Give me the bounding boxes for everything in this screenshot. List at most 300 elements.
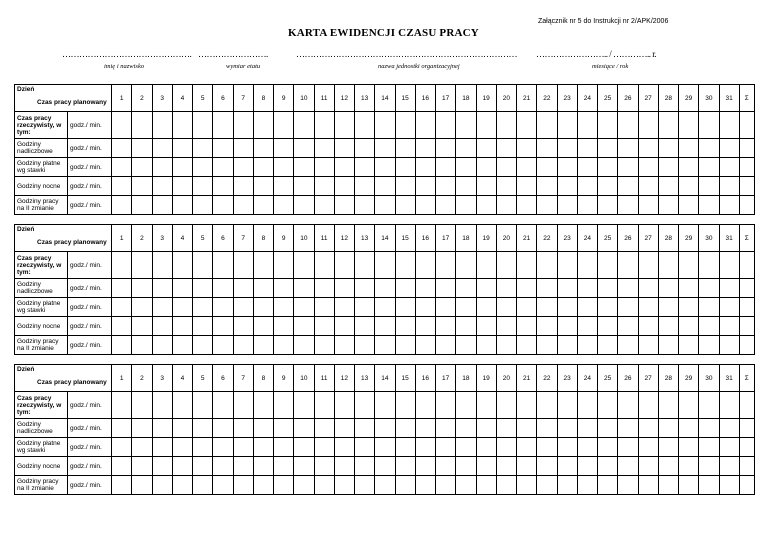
day-cell[interactable]: [577, 298, 597, 317]
day-cell[interactable]: [476, 392, 496, 419]
day-cell[interactable]: [557, 279, 577, 298]
day-cell[interactable]: [658, 298, 678, 317]
day-cell[interactable]: [253, 419, 273, 438]
day-cell[interactable]: [233, 298, 253, 317]
day-cell[interactable]: [577, 457, 597, 476]
day-cell[interactable]: [679, 317, 699, 336]
day-cell[interactable]: [355, 252, 375, 279]
day-cell[interactable]: [456, 317, 476, 336]
day-cell[interactable]: [274, 476, 294, 495]
day-cell[interactable]: [172, 419, 192, 438]
day-cell[interactable]: [537, 158, 557, 177]
day-cell[interactable]: [557, 419, 577, 438]
day-cell[interactable]: [537, 279, 557, 298]
day-cell[interactable]: [436, 317, 456, 336]
day-cell[interactable]: [395, 438, 415, 457]
day-cell[interactable]: [334, 298, 354, 317]
day-cell[interactable]: [496, 158, 516, 177]
day-cell[interactable]: [274, 279, 294, 298]
day-cell[interactable]: [294, 392, 314, 419]
day-cell[interactable]: [577, 112, 597, 139]
day-cell[interactable]: [193, 252, 213, 279]
day-cell[interactable]: [658, 317, 678, 336]
day-cell[interactable]: [213, 336, 233, 355]
day-cell[interactable]: [679, 252, 699, 279]
day-cell[interactable]: [355, 438, 375, 457]
day-cell[interactable]: [213, 317, 233, 336]
day-cell[interactable]: [456, 252, 476, 279]
day-cell[interactable]: [638, 392, 658, 419]
day-cell[interactable]: [598, 419, 618, 438]
day-cell[interactable]: [112, 476, 132, 495]
day-cell[interactable]: [517, 158, 537, 177]
day-cell[interactable]: [456, 279, 476, 298]
day-cell[interactable]: [294, 177, 314, 196]
day-cell[interactable]: [415, 298, 435, 317]
day-cell[interactable]: [213, 177, 233, 196]
day-cell[interactable]: [274, 419, 294, 438]
day-cell[interactable]: [496, 457, 516, 476]
day-cell[interactable]: [395, 298, 415, 317]
day-cell[interactable]: [193, 392, 213, 419]
sum-cell[interactable]: [739, 317, 754, 336]
day-cell[interactable]: [679, 419, 699, 438]
day-cell[interactable]: [658, 476, 678, 495]
day-cell[interactable]: [476, 252, 496, 279]
day-cell[interactable]: [415, 392, 435, 419]
day-cell[interactable]: [638, 139, 658, 158]
day-cell[interactable]: [172, 438, 192, 457]
day-cell[interactable]: [598, 298, 618, 317]
day-cell[interactable]: [233, 476, 253, 495]
day-cell[interactable]: [132, 139, 152, 158]
day-cell[interactable]: [415, 317, 435, 336]
day-cell[interactable]: [719, 139, 739, 158]
day-cell[interactable]: [638, 298, 658, 317]
day-cell[interactable]: [314, 158, 334, 177]
day-cell[interactable]: [274, 112, 294, 139]
day-cell[interactable]: [355, 336, 375, 355]
day-cell[interactable]: [476, 196, 496, 215]
day-cell[interactable]: [294, 317, 314, 336]
day-cell[interactable]: [658, 252, 678, 279]
day-cell[interactable]: [294, 419, 314, 438]
day-cell[interactable]: [476, 298, 496, 317]
day-cell[interactable]: [294, 158, 314, 177]
day-cell[interactable]: [699, 298, 719, 317]
day-cell[interactable]: [112, 158, 132, 177]
day-cell[interactable]: [719, 419, 739, 438]
day-cell[interactable]: [395, 139, 415, 158]
day-cell[interactable]: [699, 139, 719, 158]
day-cell[interactable]: [152, 476, 172, 495]
day-cell[interactable]: [598, 196, 618, 215]
day-cell[interactable]: [213, 196, 233, 215]
day-cell[interactable]: [719, 196, 739, 215]
day-cell[interactable]: [132, 196, 152, 215]
day-cell[interactable]: [517, 457, 537, 476]
day-cell[interactable]: [436, 419, 456, 438]
day-cell[interactable]: [253, 112, 273, 139]
day-cell[interactable]: [476, 438, 496, 457]
day-cell[interactable]: [638, 438, 658, 457]
day-cell[interactable]: [253, 298, 273, 317]
day-cell[interactable]: [395, 279, 415, 298]
day-cell[interactable]: [172, 177, 192, 196]
day-cell[interactable]: [719, 317, 739, 336]
day-cell[interactable]: [436, 112, 456, 139]
day-cell[interactable]: [112, 438, 132, 457]
day-cell[interactable]: [496, 177, 516, 196]
day-cell[interactable]: [618, 419, 638, 438]
day-cell[interactable]: [395, 336, 415, 355]
day-cell[interactable]: [334, 476, 354, 495]
day-cell[interactable]: [537, 298, 557, 317]
day-cell[interactable]: [496, 438, 516, 457]
day-cell[interactable]: [415, 139, 435, 158]
day-cell[interactable]: [314, 252, 334, 279]
day-cell[interactable]: [355, 457, 375, 476]
day-cell[interactable]: [152, 392, 172, 419]
day-cell[interactable]: [314, 279, 334, 298]
day-cell[interactable]: [213, 298, 233, 317]
sum-cell[interactable]: [739, 392, 754, 419]
sum-cell[interactable]: [739, 279, 754, 298]
day-cell[interactable]: [375, 317, 395, 336]
day-cell[interactable]: [274, 317, 294, 336]
day-cell[interactable]: [314, 317, 334, 336]
day-cell[interactable]: [395, 317, 415, 336]
day-cell[interactable]: [618, 476, 638, 495]
day-cell[interactable]: [517, 279, 537, 298]
day-cell[interactable]: [456, 177, 476, 196]
day-cell[interactable]: [334, 279, 354, 298]
day-cell[interactable]: [132, 317, 152, 336]
day-cell[interactable]: [517, 476, 537, 495]
day-cell[interactable]: [395, 112, 415, 139]
day-cell[interactable]: [213, 457, 233, 476]
day-cell[interactable]: [253, 317, 273, 336]
day-cell[interactable]: [193, 158, 213, 177]
day-cell[interactable]: [375, 158, 395, 177]
day-cell[interactable]: [152, 457, 172, 476]
day-cell[interactable]: [132, 392, 152, 419]
day-cell[interactable]: [172, 158, 192, 177]
day-cell[interactable]: [152, 158, 172, 177]
day-cell[interactable]: [436, 457, 456, 476]
day-cell[interactable]: [112, 336, 132, 355]
day-cell[interactable]: [314, 336, 334, 355]
day-cell[interactable]: [172, 196, 192, 215]
day-cell[interactable]: [577, 392, 597, 419]
day-cell[interactable]: [274, 177, 294, 196]
day-cell[interactable]: [253, 392, 273, 419]
day-cell[interactable]: [679, 476, 699, 495]
day-cell[interactable]: [658, 279, 678, 298]
day-cell[interactable]: [618, 438, 638, 457]
day-cell[interactable]: [699, 336, 719, 355]
day-cell[interactable]: [375, 457, 395, 476]
day-cell[interactable]: [274, 158, 294, 177]
day-cell[interactable]: [598, 336, 618, 355]
day-cell[interactable]: [476, 419, 496, 438]
day-cell[interactable]: [274, 392, 294, 419]
day-cell[interactable]: [274, 438, 294, 457]
day-cell[interactable]: [152, 112, 172, 139]
day-cell[interactable]: [355, 196, 375, 215]
day-cell[interactable]: [395, 392, 415, 419]
day-cell[interactable]: [253, 457, 273, 476]
day-cell[interactable]: [334, 317, 354, 336]
day-cell[interactable]: [517, 317, 537, 336]
day-cell[interactable]: [112, 196, 132, 215]
day-cell[interactable]: [577, 252, 597, 279]
day-cell[interactable]: [537, 139, 557, 158]
day-cell[interactable]: [476, 457, 496, 476]
day-cell[interactable]: [213, 476, 233, 495]
day-cell[interactable]: [577, 177, 597, 196]
day-cell[interactable]: [415, 196, 435, 215]
day-cell[interactable]: [719, 279, 739, 298]
sum-cell[interactable]: [739, 298, 754, 317]
day-cell[interactable]: [456, 438, 476, 457]
sum-cell[interactable]: [739, 419, 754, 438]
day-cell[interactable]: [395, 457, 415, 476]
day-cell[interactable]: [577, 279, 597, 298]
day-cell[interactable]: [496, 252, 516, 279]
day-cell[interactable]: [679, 392, 699, 419]
day-cell[interactable]: [699, 419, 719, 438]
day-cell[interactable]: [496, 139, 516, 158]
day-cell[interactable]: [233, 252, 253, 279]
day-cell[interactable]: [193, 419, 213, 438]
day-cell[interactable]: [557, 476, 577, 495]
day-cell[interactable]: [334, 392, 354, 419]
day-cell[interactable]: [274, 336, 294, 355]
day-cell[interactable]: [274, 252, 294, 279]
day-cell[interactable]: [334, 158, 354, 177]
day-cell[interactable]: [476, 336, 496, 355]
day-cell[interactable]: [436, 336, 456, 355]
day-cell[interactable]: [476, 177, 496, 196]
day-cell[interactable]: [638, 279, 658, 298]
day-cell[interactable]: [112, 419, 132, 438]
day-cell[interactable]: [415, 457, 435, 476]
day-cell[interactable]: [557, 298, 577, 317]
day-cell[interactable]: [638, 336, 658, 355]
day-cell[interactable]: [436, 438, 456, 457]
field-name-dots[interactable]: ……………………………………….: [62, 49, 192, 59]
day-cell[interactable]: [598, 317, 618, 336]
day-cell[interactable]: [638, 196, 658, 215]
day-cell[interactable]: [172, 392, 192, 419]
day-cell[interactable]: [557, 317, 577, 336]
day-cell[interactable]: [598, 252, 618, 279]
day-cell[interactable]: [152, 196, 172, 215]
day-cell[interactable]: [719, 392, 739, 419]
day-cell[interactable]: [152, 177, 172, 196]
day-cell[interactable]: [496, 317, 516, 336]
sum-cell[interactable]: [739, 177, 754, 196]
day-cell[interactable]: [334, 457, 354, 476]
day-cell[interactable]: [537, 476, 557, 495]
day-cell[interactable]: [436, 139, 456, 158]
day-cell[interactable]: [253, 438, 273, 457]
day-cell[interactable]: [132, 457, 152, 476]
day-cell[interactable]: [719, 457, 739, 476]
day-cell[interactable]: [294, 112, 314, 139]
day-cell[interactable]: [679, 158, 699, 177]
day-cell[interactable]: [679, 336, 699, 355]
day-cell[interactable]: [577, 317, 597, 336]
day-cell[interactable]: [233, 112, 253, 139]
day-cell[interactable]: [415, 279, 435, 298]
day-cell[interactable]: [719, 298, 739, 317]
day-cell[interactable]: [395, 476, 415, 495]
day-cell[interactable]: [496, 196, 516, 215]
day-cell[interactable]: [537, 457, 557, 476]
day-cell[interactable]: [253, 177, 273, 196]
day-cell[interactable]: [193, 112, 213, 139]
day-cell[interactable]: [172, 252, 192, 279]
day-cell[interactable]: [577, 419, 597, 438]
sum-cell[interactable]: [739, 438, 754, 457]
day-cell[interactable]: [172, 317, 192, 336]
day-cell[interactable]: [132, 298, 152, 317]
day-cell[interactable]: [577, 158, 597, 177]
day-cell[interactable]: [334, 177, 354, 196]
day-cell[interactable]: [517, 177, 537, 196]
day-cell[interactable]: [719, 112, 739, 139]
day-cell[interactable]: [618, 196, 638, 215]
day-cell[interactable]: [355, 392, 375, 419]
day-cell[interactable]: [679, 139, 699, 158]
day-cell[interactable]: [355, 419, 375, 438]
day-cell[interactable]: [456, 336, 476, 355]
day-cell[interactable]: [132, 336, 152, 355]
day-cell[interactable]: [557, 112, 577, 139]
day-cell[interactable]: [476, 476, 496, 495]
sum-cell[interactable]: [739, 158, 754, 177]
day-cell[interactable]: [537, 177, 557, 196]
day-cell[interactable]: [658, 112, 678, 139]
day-cell[interactable]: [132, 112, 152, 139]
day-cell[interactable]: [679, 196, 699, 215]
day-cell[interactable]: [172, 476, 192, 495]
day-cell[interactable]: [557, 196, 577, 215]
day-cell[interactable]: [557, 139, 577, 158]
day-cell[interactable]: [172, 279, 192, 298]
day-cell[interactable]: [557, 158, 577, 177]
day-cell[interactable]: [679, 279, 699, 298]
day-cell[interactable]: [517, 392, 537, 419]
day-cell[interactable]: [233, 438, 253, 457]
day-cell[interactable]: [112, 177, 132, 196]
day-cell[interactable]: [233, 279, 253, 298]
day-cell[interactable]: [699, 196, 719, 215]
day-cell[interactable]: [577, 196, 597, 215]
day-cell[interactable]: [699, 112, 719, 139]
day-cell[interactable]: [598, 139, 618, 158]
day-cell[interactable]: [476, 158, 496, 177]
day-cell[interactable]: [719, 476, 739, 495]
day-cell[interactable]: [618, 252, 638, 279]
day-cell[interactable]: [699, 252, 719, 279]
day-cell[interactable]: [719, 158, 739, 177]
day-cell[interactable]: [517, 196, 537, 215]
day-cell[interactable]: [456, 298, 476, 317]
day-cell[interactable]: [152, 139, 172, 158]
day-cell[interactable]: [152, 317, 172, 336]
day-cell[interactable]: [395, 252, 415, 279]
day-cell[interactable]: [314, 438, 334, 457]
day-cell[interactable]: [395, 177, 415, 196]
day-cell[interactable]: [517, 336, 537, 355]
day-cell[interactable]: [294, 196, 314, 215]
day-cell[interactable]: [496, 392, 516, 419]
day-cell[interactable]: [537, 196, 557, 215]
day-cell[interactable]: [699, 279, 719, 298]
day-cell[interactable]: [537, 112, 557, 139]
sum-cell[interactable]: [739, 252, 754, 279]
day-cell[interactable]: [658, 177, 678, 196]
day-cell[interactable]: [132, 419, 152, 438]
day-cell[interactable]: [598, 438, 618, 457]
day-cell[interactable]: [132, 279, 152, 298]
day-cell[interactable]: [496, 279, 516, 298]
day-cell[interactable]: [557, 336, 577, 355]
day-cell[interactable]: [233, 158, 253, 177]
day-cell[interactable]: [496, 336, 516, 355]
day-cell[interactable]: [193, 476, 213, 495]
day-cell[interactable]: [172, 139, 192, 158]
day-cell[interactable]: [314, 196, 334, 215]
day-cell[interactable]: [253, 139, 273, 158]
day-cell[interactable]: [132, 158, 152, 177]
day-cell[interactable]: [658, 158, 678, 177]
day-cell[interactable]: [456, 476, 476, 495]
sum-cell[interactable]: [739, 196, 754, 215]
day-cell[interactable]: [253, 476, 273, 495]
day-cell[interactable]: [193, 298, 213, 317]
day-cell[interactable]: [719, 438, 739, 457]
day-cell[interactable]: [375, 279, 395, 298]
day-cell[interactable]: [537, 317, 557, 336]
day-cell[interactable]: [233, 392, 253, 419]
sum-cell[interactable]: [739, 112, 754, 139]
day-cell[interactable]: [233, 317, 253, 336]
day-cell[interactable]: [496, 419, 516, 438]
sum-cell[interactable]: [739, 336, 754, 355]
day-cell[interactable]: [132, 177, 152, 196]
day-cell[interactable]: [699, 392, 719, 419]
day-cell[interactable]: [638, 419, 658, 438]
day-cell[interactable]: [436, 252, 456, 279]
day-cell[interactable]: [294, 279, 314, 298]
day-cell[interactable]: [415, 158, 435, 177]
day-cell[interactable]: [436, 392, 456, 419]
day-cell[interactable]: [334, 196, 354, 215]
day-cell[interactable]: [253, 158, 273, 177]
day-cell[interactable]: [699, 317, 719, 336]
day-cell[interactable]: [355, 177, 375, 196]
day-cell[interactable]: [618, 112, 638, 139]
day-cell[interactable]: [132, 252, 152, 279]
day-cell[interactable]: [638, 317, 658, 336]
day-cell[interactable]: [294, 336, 314, 355]
day-cell[interactable]: [719, 177, 739, 196]
day-cell[interactable]: [294, 252, 314, 279]
